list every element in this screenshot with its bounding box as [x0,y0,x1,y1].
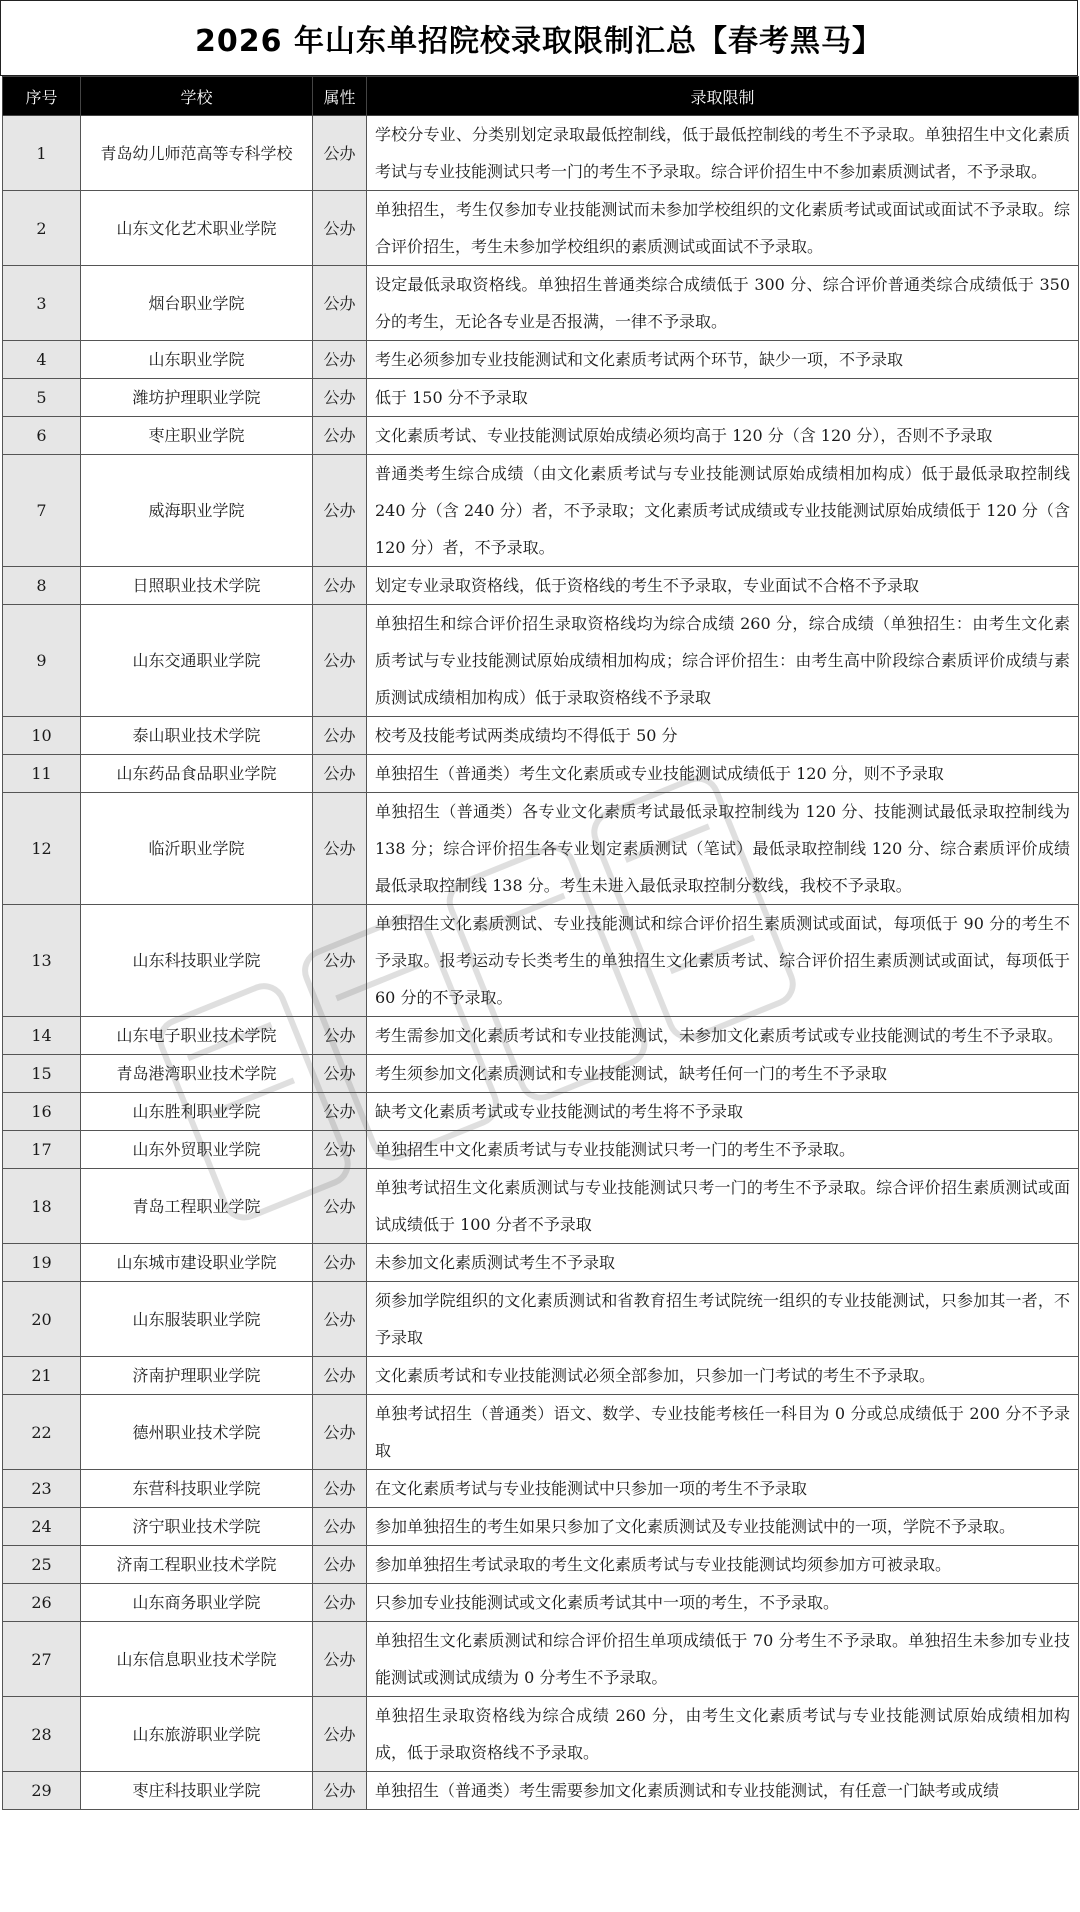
row-attribute: 公办 [313,605,367,717]
table-row [3,379,1079,417]
row-attribute: 公办 [313,1055,367,1093]
row-attribute: 公办 [313,755,367,793]
admission-limits-table [2,76,1079,1810]
row-school: 潍坊护理职业学院 [81,379,313,417]
row-attribute: 公办 [313,1772,367,1810]
row-attribute: 公办 [313,1357,367,1395]
row-limit: 单独招生（普通类）考生文化素质或专业技能测试成绩低于 120 分，则不予录取 [367,755,1079,793]
row-school: 青岛工程职业学院 [81,1169,313,1244]
row-attribute: 公办 [313,266,367,341]
table-row [3,1470,1079,1508]
row-limit: 单独招生录取资格线为综合成绩 260 分，由考生文化素质考试与专业技能测试原始成绩相加构成，低于录取资格线不予录取。 [367,1697,1079,1772]
row-limit: 单独招生（普通类）各专业文化素质考试最低录取控制线为 120 分、技能测试最低录取控制线为 138 分；综合评价招生各专业划定素质测试（笔试）最低录取控制线 120 分、综合素质评价成绩最低录取控制线 138 分。考生未进入最低录取控制分数线，我校不予录取。 [367,793,1079,905]
row-attribute: 公办 [313,1470,367,1508]
table-row [3,793,1079,905]
table-row [3,455,1079,567]
table-row [3,191,1079,266]
row-index: 20 [3,1282,81,1357]
row-limit: 单独招生文化素质测试和综合评价招生单项成绩低于 70 分考生不予录取。单独招生未参加专业技能测试或测试成绩为 0 分考生不予录取。 [367,1622,1079,1697]
row-attribute: 公办 [313,793,367,905]
row-limit: 文化素质考试、专业技能测试原始成绩必须均高于 120 分（含 120 分），否则不予录取 [367,417,1079,455]
table-row [3,417,1079,455]
row-limit: 须参加学院组织的文化素质测试和省教育招生考试院统一组织的专业技能测试，只参加其一者，不予录取 [367,1282,1079,1357]
row-limit: 单独招生文化素质测试、专业技能测试和综合评价招生素质测试或面试，每项低于 90 分的考生不予录取。报考运动专长类考生的单独招生文化素质考试、综合评价招生素质测试或面试，每项低于 60 分的不予录取。 [367,905,1079,1017]
table-row [3,116,1079,191]
row-school: 泰山职业技术学院 [81,717,313,755]
row-index: 11 [3,755,81,793]
table-row [3,717,1079,755]
row-school: 山东药品食品职业学院 [81,755,313,793]
row-index: 25 [3,1546,81,1584]
row-limit: 未参加文化素质测试考生不予录取 [367,1244,1079,1282]
row-index: 18 [3,1169,81,1244]
row-index: 7 [3,455,81,567]
table-header-row [3,77,1079,116]
row-index: 28 [3,1697,81,1772]
table-row [3,1055,1079,1093]
row-index: 19 [3,1244,81,1282]
row-attribute: 公办 [313,1697,367,1772]
row-limit: 校考及技能考试两类成绩均不得低于 50 分 [367,717,1079,755]
table-row [3,1017,1079,1055]
row-limit: 单独招生和综合评价招生录取资格线均为综合成绩 260 分，综合成绩（单独招生：由考生文化素质考试与专业技能测试原始成绩相加构成；综合评价招生：由考生高中阶段综合素质评价成绩与素质测试成绩相加构成）低于录取资格线不予录取 [367,605,1079,717]
row-index: 5 [3,379,81,417]
row-index: 21 [3,1357,81,1395]
row-index: 24 [3,1508,81,1546]
row-school: 日照职业技术学院 [81,567,313,605]
row-limit: 参加单独招生的考生如果只参加了文化素质测试及专业技能测试中的一项，学院不予录取。 [367,1508,1079,1546]
table-row [3,1546,1079,1584]
row-attribute: 公办 [313,341,367,379]
table-row [3,905,1079,1017]
page-title: 2026 年山东单招院校录取限制汇总【春考黑马】 [0,0,1078,76]
table-row [3,1169,1079,1244]
row-school: 济南护理职业学院 [81,1357,313,1395]
row-limit: 单独招生中文化素质考试与专业技能测试只考一门的考生不予录取。 [367,1131,1079,1169]
row-school: 山东商务职业学院 [81,1584,313,1622]
row-attribute: 公办 [313,1508,367,1546]
row-school: 威海职业学院 [81,455,313,567]
row-attribute: 公办 [313,1395,367,1470]
row-attribute: 公办 [313,116,367,191]
row-attribute: 公办 [313,717,367,755]
row-index: 26 [3,1584,81,1622]
row-school: 德州职业技术学院 [81,1395,313,1470]
row-index: 9 [3,605,81,717]
row-limit: 考生需参加文化素质考试和专业技能测试，未参加文化素质考试或专业技能测试的考生不予录取。 [367,1017,1079,1055]
row-attribute: 公办 [313,905,367,1017]
row-attribute: 公办 [313,1017,367,1055]
table-row [3,755,1079,793]
row-limit: 参加单独招生考试录取的考生文化素质考试与专业技能测试均须参加方可被录取。 [367,1546,1079,1584]
row-attribute: 公办 [313,191,367,266]
row-limit: 划定专业录取资格线，低于资格线的考生不予录取，专业面试不合格不予录取 [367,567,1079,605]
row-school: 山东职业学院 [81,341,313,379]
row-index: 16 [3,1093,81,1131]
row-school: 山东电子职业技术学院 [81,1017,313,1055]
row-limit: 学校分专业、分类别划定录取最低控制线，低于最低控制线的考生不予录取。单独招生中文化素质考试与专业技能测试只考一门的考生不予录取。综合评价招生中不参加素质测试者，不予录取。 [367,116,1079,191]
row-limit: 考生须参加文化素质测试和专业技能测试，缺考任何一门的考生不予录取 [367,1055,1079,1093]
header-limit: 录取限制 [367,77,1079,116]
row-school: 济宁职业技术学院 [81,1508,313,1546]
row-limit: 单独考试招生（普通类）语文、数学、专业技能考核任一科目为 0 分或总成绩低于 200 分不予录取 [367,1395,1079,1470]
row-attribute: 公办 [313,379,367,417]
row-index: 12 [3,793,81,905]
row-index: 29 [3,1772,81,1810]
row-school: 枣庄职业学院 [81,417,313,455]
row-school: 青岛幼儿师范高等专科学校 [81,116,313,191]
row-index: 1 [3,116,81,191]
row-school: 山东交通职业学院 [81,605,313,717]
header-attribute: 属性 [313,77,367,116]
row-school: 山东文化艺术职业学院 [81,191,313,266]
table-row [3,1772,1079,1810]
row-limit: 考生必须参加专业技能测试和文化素质考试两个环节，缺少一项，不予录取 [367,341,1079,379]
row-limit: 只参加专业技能测试或文化素质考试其中一项的考生，不予录取。 [367,1584,1079,1622]
row-index: 10 [3,717,81,755]
table-row [3,1697,1079,1772]
row-school: 山东城市建设职业学院 [81,1244,313,1282]
row-index: 6 [3,417,81,455]
row-limit: 在文化素质考试与专业技能测试中只参加一项的考生不予录取 [367,1470,1079,1508]
row-limit: 设定最低录取资格线。单独招生普通类综合成绩低于 300 分、综合评价普通类综合成绩低于 350 分的考生，无论各专业是否报满，一律不予录取。 [367,266,1079,341]
row-limit: 低于 150 分不予录取 [367,379,1079,417]
row-limit: 单独考试招生文化素质测试与专业技能测试只考一门的考生不予录取。综合评价招生素质测试或面试成绩低于 100 分者不予录取 [367,1169,1079,1244]
row-attribute: 公办 [313,417,367,455]
row-school: 烟台职业学院 [81,266,313,341]
row-index: 17 [3,1131,81,1169]
row-school: 山东胜利职业学院 [81,1093,313,1131]
table-row [3,1622,1079,1697]
row-attribute: 公办 [313,1282,367,1357]
table-row [3,1282,1079,1357]
table-row [3,605,1079,717]
row-school: 山东外贸职业学院 [81,1131,313,1169]
table-row [3,567,1079,605]
row-index: 22 [3,1395,81,1470]
row-school: 山东旅游职业学院 [81,1697,313,1772]
header-index: 序号 [3,77,81,116]
row-index: 23 [3,1470,81,1508]
header-school: 学校 [81,77,313,116]
row-index: 4 [3,341,81,379]
row-school: 枣庄科技职业学院 [81,1772,313,1810]
row-index: 2 [3,191,81,266]
row-index: 8 [3,567,81,605]
table-row [3,1244,1079,1282]
row-index: 13 [3,905,81,1017]
table-row [3,1508,1079,1546]
table-row [3,1584,1079,1622]
row-index: 3 [3,266,81,341]
row-limit: 缺考文化素质考试或专业技能测试的考生将不予录取 [367,1093,1079,1131]
row-limit: 单独招生（普通类）考生需要参加文化素质测试和专业技能测试，有任意一门缺考或成绩 [367,1772,1079,1810]
row-attribute: 公办 [313,1093,367,1131]
row-attribute: 公办 [313,1131,367,1169]
table-row [3,1093,1079,1131]
row-school: 山东信息职业技术学院 [81,1622,313,1697]
row-attribute: 公办 [313,455,367,567]
row-attribute: 公办 [313,1622,367,1697]
table-row [3,1131,1079,1169]
table-row [3,266,1079,341]
row-school: 济南工程职业技术学院 [81,1546,313,1584]
row-index: 14 [3,1017,81,1055]
table-row [3,341,1079,379]
row-school: 青岛港湾职业技术学院 [81,1055,313,1093]
row-attribute: 公办 [313,1584,367,1622]
row-attribute: 公办 [313,1169,367,1244]
row-limit: 普通类考生综合成绩（由文化素质考试与专业技能测试原始成绩相加构成）低于最低录取控制线 240 分（含 240 分）者，不予录取；文化素质考试成绩或专业技能测试原始成绩低于 120 分（含 120 分）者，不予录取。 [367,455,1079,567]
row-attribute: 公办 [313,1244,367,1282]
row-school: 临沂职业学院 [81,793,313,905]
row-index: 15 [3,1055,81,1093]
row-limit: 单独招生，考生仅参加专业技能测试而未参加学校组织的文化素质考试或面试或面试不予录取。综合评价招生，考生未参加学校组织的素质测试或面试不予录取。 [367,191,1079,266]
table-row [3,1357,1079,1395]
row-index: 27 [3,1622,81,1697]
row-attribute: 公办 [313,1546,367,1584]
row-school: 山东科技职业学院 [81,905,313,1017]
row-school: 山东服装职业学院 [81,1282,313,1357]
row-school: 东营科技职业学院 [81,1470,313,1508]
row-attribute: 公办 [313,567,367,605]
row-limit: 文化素质考试和专业技能测试必须全部参加，只参加一门考试的考生不予录取。 [367,1357,1079,1395]
table-row [3,1395,1079,1470]
